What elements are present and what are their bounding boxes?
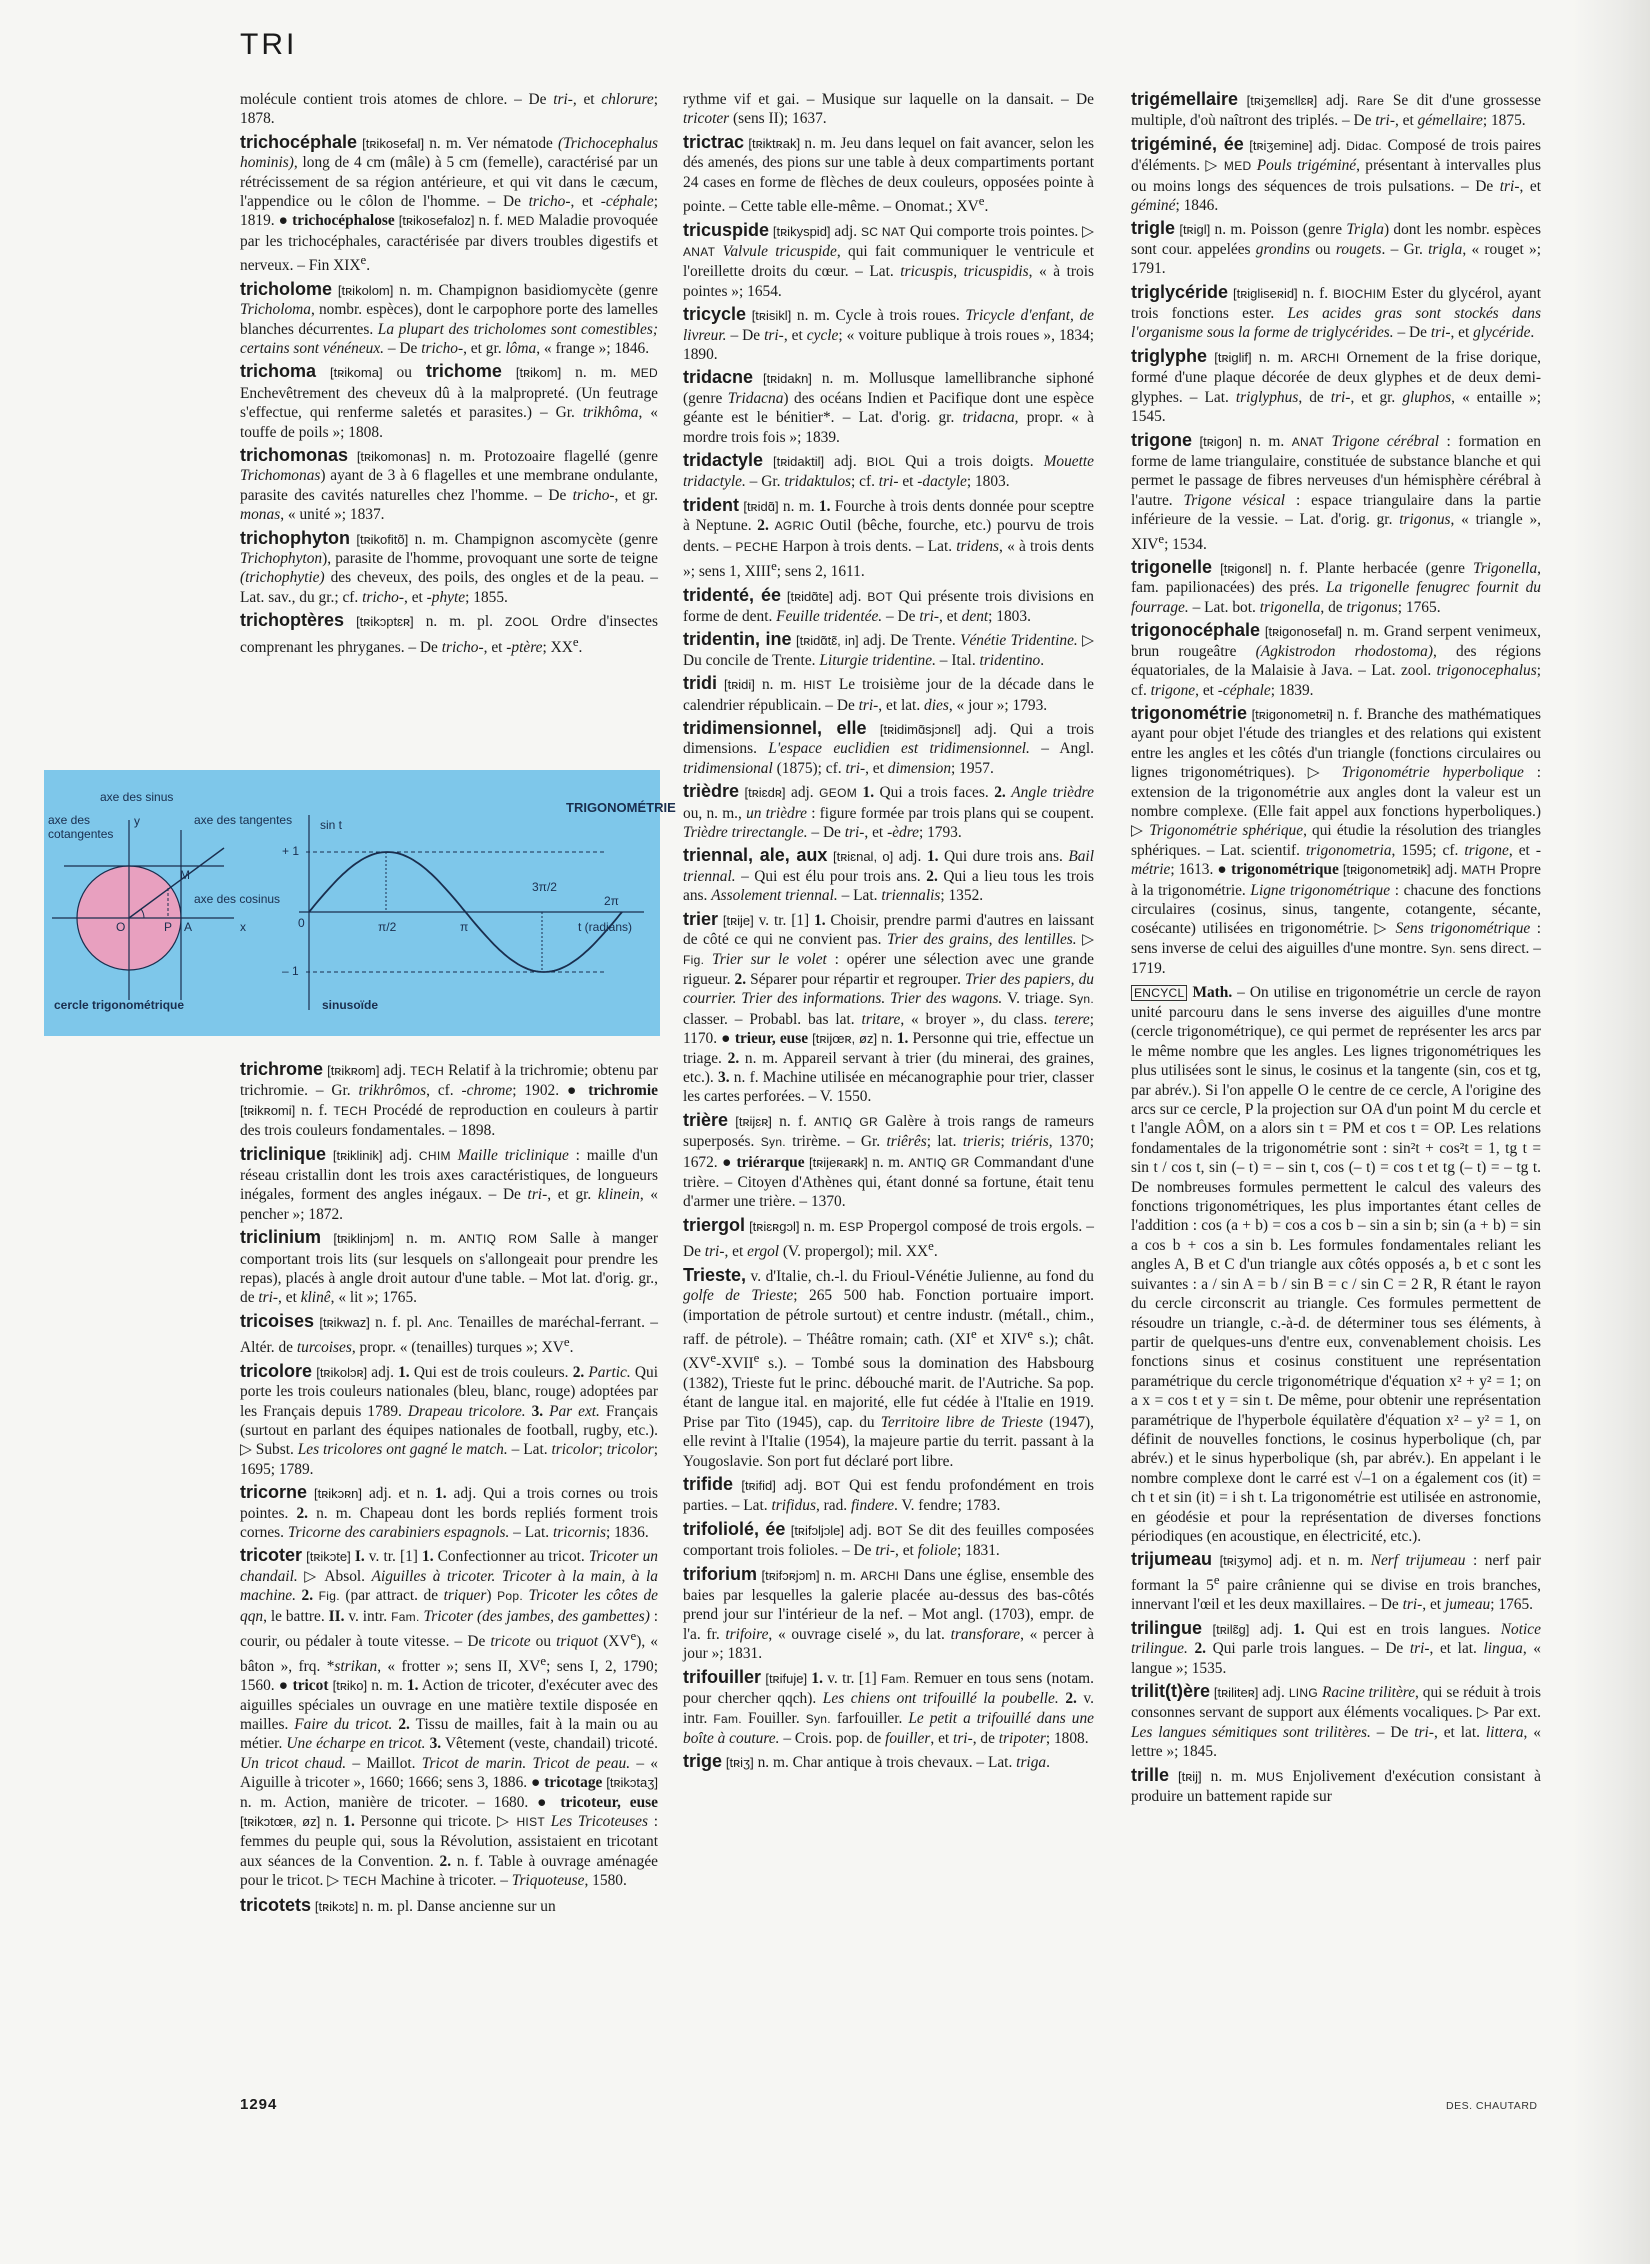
figure-title: TRIGONOMÉTRIE: [566, 800, 676, 815]
trigonometry-figure: [44, 770, 676, 1036]
label-two-pi: 2π: [604, 894, 619, 908]
label-origin: 0: [298, 916, 305, 930]
label-three-pi-half: 3π/2: [532, 880, 557, 894]
dictionary-entry: trigonométrie [tʀigonometʀi] n. f. Branche des mathématiques ayant pour objet l'étude des triangles et des relations qui existent entre les angles et les côtés d'un triangle (fonctions circulaires ou lignes trigonométriques). ▷ Trigonométrie hyperbolique : extension de la trigonométrie aux angles dont la valeur est un nombre complexe. (Elle fait appel aux fonctions hyperboliques.) ▷ Trigonométrie sphérique, qui étudie la résolution des triangles sphériques. – Lat. scientif. trigonometria, 1595; cf. trigone, et -métrie; 1613. ● trigonométrique [tʀigonometʀik] adj. MATH Propre à la trigonométrie. Ligne trigonométrique : chacune des fonctions circulaires (cosinus, sinus, tangente, cotangente, sécante, cosécante) utilisées en trigonométrie. ▷ Sens trigonométrique : sens inverse de celui des aiguilles d'une montre. Syn. sens direct. – 1719.: [1131, 702, 1542, 978]
dictionary-entry: trichocéphale [tʀikosefal] n. m. Ver nématode (Trichocephalus hominis), long de 4 cm (mâle) à 5 cm (femelle), caractérisé par un rétrécissement de sa région antérieure, et qui vit dans le cæcum, l'appendice ou le côlon de l'homme. – De tricho-, et -céphale; 1819. ● trichocéphalose [tʀikosefaloz] n. f. MED Maladie provoquée par les trichocéphales, caractérisée par divers troubles digestifs et nerveux. – Fin XIXe.: [240, 131, 658, 275]
dictionary-entry: tricoter [tʀikɔte] I. v. tr. [1] 1. Confectionner au tricot. Tricoter un chandail. ▷ Absol. Aiguilles à tricoter. Tricoter à la main, à la machine. 2. Fig. (par attract. de triquer) Pop. Tricoter les côtes de qqn, le battre. II. v. intr. Fam. Tricoter (des jambes, des gambettes) : courir, ou pédaler à toute vitesse. – De tricote ou triquot (XVe), « bâton », frq. *strikan, « frotter »; sens II, XVe; sens I, 2, 1790; 1560. ● tricot [tʀiko] n. m. 1. Action de tricoter, d'exécuter avec des aiguilles spéciales un ouvrage en une matière textile disposée en mailles. Faire du tricot. 2. Tissu de mailles, fait à la main ou au métier. Une écharpe en tricot. 3. Vêtement (veste, chandail) tricoté. Un tricot chaud. – Maillot. Tricot de marin. Tricot de peau. – « Aiguille à tricoter », 1660; 1666; sens 3, 1886. ● tricotage [tʀikɔtaʒ] n. m. Action, manière de tricoter. – 1680. ● tricoteur, euse [tʀikɔtœʀ, øz] n. 1. Personne qui tricote. ▷ HIST Les Tricoteuses : femmes du peuple qui, sous la Révolution, assistaient en tricotant aux séances de la Convention. 2. n. f. Table à ouvrage aménagée pour le tricot. ▷ TECH Machine à tricoter. – Triquoteuse, 1580.: [240, 1545, 659, 1890]
label-m: M: [180, 868, 190, 882]
dictionary-entry: triglycéride [tʀigliseʀid] n. f. BIOCHIM Ester du glycérol, ayant trois fonctions ester. Les acides gras sont stockés dans l'organisme sous la forme de triglycérides. – De tri-, et glycéride.: [1131, 281, 1541, 342]
column-3: [1131, 90, 1541, 1810]
dictionary-entry: trigone [tʀigon] n. m. ANAT Trigone cérébral : formation en forme de lame triangulaire, constituée de substance blanche et qui permet le passage de fibres nerveuses d'un hémisphère cérébral à l'autre. Trigone vésical : espace triangulaire dans la partie inférieure de la vessie. – Lat. d'orig. gr. trigonus, « triangle », XIVe; 1534.: [1131, 429, 1541, 553]
label-sin-t: sin t: [320, 818, 343, 832]
dictionary-entry: tridi [tʀidi] n. m. HIST Le troisième jour de la décade dans le calendrier républicain. – De tri-, et lat. dies, « jour »; 1793.: [683, 673, 1094, 714]
column-2: [683, 90, 1094, 1777]
dictionary-entry: triergol [tʀiɛʀgɔl] n. m. ESP Propergol composé de trois ergols. – De tri-, et ergol (V. propergol); mil. XXe.: [683, 1214, 1094, 1261]
dictionary-entry: trièdre [tʀiɛdʀ] adj. GEOM 1. Qui a trois faces. 2. Angle trièdre ou, n. m., un trièdre : figure formée par trois plans qui se coupent. Trièdre trirectangle. – De tri-, et -èdre; 1793.: [683, 781, 1094, 842]
dictionary-entry: trille [tʀij] n. m. MUS Enjolivement d'exécution consistant à produire un battement rapide sur: [1131, 1764, 1541, 1805]
label-cosine-axis: axe des cosinus: [194, 892, 281, 906]
dictionary-entry: trichoma [tʀikoma] ou trichome [tʀikom] n. m. MED Enchevêtrement des cheveux dû à la malpropreté. (Un feutrage s'effectue, qui renferme saletés et parasites.) – Gr. trikhôma, « touffe de poils »; 1808.: [240, 361, 659, 441]
dictionary-entry: tridacne [tʀidakn] n. m. Mollusque lamellibranche siphoné (genre Tridacna) des océans Indien et Pacifique dont une espèce géante est le bénitier*. – Lat. d'orig. gr. tridacna, propr. « à mordre trois fois »; 1839.: [683, 367, 1094, 446]
dictionary-entry: trichoptères [tʀikɔptɛʀ] n. m. pl. ZOOL Ordre d'insectes comprenant les phryganes. – De tricho-, et -ptère; XXe.: [240, 610, 658, 656]
dictionary-entry: trigle [tʀigl] n. m. Poisson (genre Trigla) dont les nombr. espèces sont cour. appelées grondins ou rougets. – Gr. trigla, « rouget »; 1791.: [1131, 218, 1541, 278]
label-pi-half: π/2: [378, 920, 397, 934]
dictionary-entry: triennal, ale, aux [tʀiɛnal, o] adj. 1. Qui dure trois ans. Bail triennal. – Qui est élu pour trois ans. 2. Qui a lieu tous les trois ans. Assolement triennal. – Lat. triennalis; 1352.: [683, 845, 1094, 905]
running-head: TRI: [240, 28, 298, 61]
dictionary-entry: trident [tʀidɑ̃] n. m. 1. Fourche à trois dents donnée pour sceptre à Neptune. 2. AGRIC Outil (bêche, fourche, etc.) pourvu de trois dents. – PECHE Harpon à trois dents. – Lat. tridens, « à trois dents »; sens 1, XIIIe; sens 2, 1611.: [683, 494, 1095, 581]
label-minus-one: – 1: [282, 964, 299, 978]
dictionary-entry: triforium [tʀifɔʀjɔm] n. m. ARCHI Dans une église, ensemble des baies par lesquelles la galerie placée au-dessus des bas-côtés prend jour sur l'intérieur de la nef. – Mot angl. (1703), empr. de l'a. fr. trifoire, « ouvrage ciselé », du lat. transforare, « percer à jour »; 1831.: [683, 1563, 1095, 1663]
label-y: y: [134, 814, 140, 828]
label-pi: π: [460, 920, 469, 934]
dictionary-entry: tricoises [tʀikwaz] n. f. pl. Anc. Tenailles de maréchal-ferrant. – Altér. de turcoises, propr. « (tenailles) turques »; XVe.: [240, 1310, 658, 1357]
dictionary-entry: triclinique [tʀiklinik] adj. CHIM Maille triclinique : maille d'un réseau cristallin dont les trois axes caractéristiques, de longueurs inégales, forment des angles inégaux. – De tri-, et gr. klinein, « pencher »; 1872.: [240, 1143, 658, 1223]
dictionary-entry: trifoliolé, ée [tʀifɔljɔle] adj. BOT Se dit des feuilles composées comportant trois folioles. – De tri-, et foliole; 1831.: [683, 1518, 1094, 1560]
dictionary-entry: trictrac [tʀiktʀak] n. m. Jeu dans lequel on fait avancer, selon les dés amenés, des pions sur une table à deux compartiments portant 24 cases en forme de flèches de deux couleurs, opposées pointe à pointe. – Cette table elle-même. – Onomat.; XVe.: [683, 131, 1094, 216]
dictionary-entry: trier [tʀije] v. tr. [1] 1. Choisir, prendre parmi d'autres en laissant de côté ce qui ne convient pas. Trier des grains, des lentilles. ▷ Fig. Trier sur le volet : opérer une sélection avec une grande rigueur. 2. Séparer pour répartir et regrouper. Trier des papiers, du courrier. Trier des informations. Trier des wagons. V. triage. Syn. classer. – Probabl. bas lat. tritare, « broyer », du class. terere; 1170. ● trieur, euse [tʀijœʀ, øz] n. 1. Personne qui trie, effectue un triage. 2. n. m. Appareil servant à trier (du minerai, des graines, etc.). 3. n. f. Machine utilisée en mécanographie pour trier, classer les cartes perforées. – V. 1550.: [683, 908, 1095, 1106]
dictionary-entry: trichomonas [tʀikomonas] n. m. Protozoaire flagellé (genre Trichomonas) ayant de 3 à 6 flagelles et une membrane ondulante, parasite des cavités naturelles chez l'homme. – De tricho-, et gr. monas, « unité »; 1837.: [240, 445, 658, 524]
label-sinus-axis: axe des sinus: [100, 790, 174, 804]
dictionary-entry: Trieste, v. d'Italie, ch.-l. du Frioul-Vénétie Julienne, au fond du golfe de Trieste; 265 500 hab. Fonction portuaire import. (importation de pétrole surtout) et centre industr. (métall., chim., raff. de pétrole). – Théâtre romain; cath. (XIe et XIVe s.); chât. (XVe-XVIIe s.). – Tombé sous la domination des Habsbourg (1382), Trieste fut le princ. débouché marit. de l'Autriche. Sa pop. étant de langue ital. en majorité, elle fut cédée à l'Italie en 1919. Prise par Tito (1945), cap. du Territoire libre de Trieste (1947), elle revint à l'Italie (1954), la majeure partie du territ. passant à la Yougoslavie. Son port fut déclaré port libre.: [683, 1264, 1094, 1470]
dictionary-entry: trigonelle [tʀigonɛl] n. f. Plante herbacée (genre Trigonella, fam. papilionacées) des prés. La trigonelle fenugrec fournit du fourrage. – Lat. bot. trigonella, de trigonus; 1765.: [1131, 557, 1541, 616]
dictionary-entry: trière [tʀijɛʀ] n. f. ANTIQ GR Galère à trois rangs de rameurs superposés. Syn. trirème. – Gr. triêrês; lat. trieris; triéris, 1370; 1672. ● triérarque [tʀijeʀaʀk] n. m. ANTIQ GR Commandant d'une trière. – Citoyen d'Athènes qui, étant donné sa fortune, était tenu d'armer une trière. – 1370.: [683, 1109, 1095, 1211]
dictionary-entry: triglyphe [tʀiglif] n. m. ARCHI Ornement de la frise dorique, formé d'une plaque décorée de deux glyphes et de deux demi-glyphes. – Lat. triglyphus, de tri-, et gr. gluphos, « entaille »; 1545.: [1131, 345, 1542, 426]
dictionary-entry: tricuspide [tʀikyspid] adj. SC NAT Qui comporte trois pointes. ▷ ANAT Valvule tricuspide, qui fait communiquer le ventricule et l'oreillette droits du cœur. – Lat. tricuspis, tricuspidis, « à trois pointes »; 1654.: [683, 219, 1095, 300]
dictionary-entry: trichophyton [tʀikofitõ] n. m. Champignon ascomycète (genre Trichophyton), parasite de l'homme, provoquant une sorte de teigne (trichophytie) des cheveux, des poils, des ongles et de la peau. – Lat. sav., du gr.; cf. tricho-, et -phyte; 1855.: [240, 527, 658, 606]
page-number: 1294: [240, 2096, 278, 2113]
dictionary-entry: trifide [tʀifid] adj. BOT Qui est fendu profondément en trois parties. – Lat. trifidus, rad. findere. V. fendre; 1783.: [683, 1474, 1094, 1515]
column-1-bottom: [240, 1060, 658, 1920]
dictionary-entry: tricorne [tʀikɔʀn] adj. et n. 1. adj. Qui a trois cornes ou trois pointes. 2. n. m. Chapeau dont les bords repliés forment trois cornes. Tricorne des carabiniers espagnols. – Lat. tricornis; 1836.: [240, 1482, 659, 1542]
dictionary-entry: trifouiller [tʀifuje] 1. v. tr. [1] Fam. Remuer en tous sens (notam. pour chercher qqch). Les chiens ont trifouillé la poubelle. 2. v. intr. Fam. Fouiller. Syn. farfouiller. Le petit a trifouillé dans une boîte à couture. – Crois. pop. de fouiller, et tri-, de tripoter; 1808.: [683, 1666, 1094, 1747]
dictionary-entry: trige [tʀiʒ] n. m. Char antique à trois chevaux. – Lat. triga.: [683, 1751, 1050, 1772]
dictionary-entry: molécule contient trois atomes de chlore. – De tri-, et chlorure; 1878.: [240, 91, 658, 128]
illustration-credit: DES. CHAUTARD: [1446, 2100, 1538, 2112]
dictionary-entry: trijumeau [tʀiʒymo] adj. et n. m. Nerf trijumeau : nerf pair formant la 5e paire crânienne qui se divise en trois branches, innervant l'œil et les deux maxillaires. – De tri-, et jumeau; 1765.: [1131, 1549, 1541, 1614]
dictionary-entry: tridimensionnel, elle [tʀidimɑ̃sjɔnɛl] adj. Qui a trois dimensions. L'espace euclidien est tridimensionnel. – Angl. tridimensional (1875); cf. tri-, et dimension; 1957.: [683, 718, 1095, 777]
dictionary-entry: tricholome [tʀikolom] n. m. Champignon basidiomycète (genre Tricholoma, nombr. espèces), dont le carpophore porte des lamelles blanches décurrentes. La plupart des tricholomes sont comestibles; certains sont vénéneux. – De tricho-, et gr. lôma, « frange »; 1846.: [240, 278, 658, 357]
dictionary-entry: rythme vif et gai. – Musique sur laquelle on la dansait. – De tricoter (sens II); 1637.: [683, 91, 1094, 128]
dictionary-entry: trigémellaire [tʀiʒemɛllɛʀ] adj. Rare Se dit d'une grossesse multiple, d'où naîtront des triplés. – De tri-, et gémellaire; 1875.: [1131, 89, 1541, 130]
dictionary-entry: trigéminé, ée [tʀiʒemine] adj. Didac. Composé de trois paires d'éléments. ▷ MED Pouls trigéminé, présentant à intervalles plus ou moins longs des séquences de trois pulsations. – De tri-, et géminé; 1846.: [1131, 133, 1541, 215]
dictionary-entry: trigonocéphale [tʀigonosefal] n. m. Grand serpent venimeux, brun rougeâtre (Agkistrodon rhodostoma), des régions équatoriales, de la Malaisie à Java. – Lat. zool. trigonocephalus; cf. trigone, et -céphale; 1839.: [1131, 620, 1542, 699]
page-edge: [1572, 0, 1650, 2264]
dictionary-entry: tricolore [tʀikolɔʀ] adj. 1. Qui est de trois couleurs. 2. Partic. Qui porte les trois couleurs nationales (bleu, blanc, rouge) adoptées par les Français depuis 1789. Drapeau tricolore. 3. Par ext. Français (surtout en parlant des équipes nationales de football, rugby, etc.). ▷ Subst. Les tricolores ont gagné le match. – Lat. tricolor; tricolor; 1695; 1789.: [240, 1360, 658, 1478]
dictionary-entry: ENCYCL Math. – On utilise en trigonométrie un cercle de rayon unité parcouru dans le sens inverse des aiguilles d'une montre (cercle trigonométrique), ce qui permet de représenter les arcs par le même nombre que les angles. Les lignes trigonométriques les plus utilisées sont le sinus, le cosinus et la tangente (sin, cos et tg, par abrév.). Si l'on appelle O le centre de ce cercle, A l'origine des arcs sur ce cercle, P la projection sur OA d'un point M du cercle et t l'angle AÔM, on a alors sin t = PM et cos t = OP. Les relations fondamentales de la trigonométrie sont : sin²t + cos²t = 1, tg t = sin t / cos t, sin (– t) = – sin t, cos (– t) = cos t et tg (– t) = – tg t. De nombreuses formules permettent le calcul des valeurs des fonctions trigonométriques, les plus importantes étant celles de l'addition : cos (a + b) = cos a cos b – sin a sin b; sin (a + b) = sin a cos b + cos a sin b. Les formules fondamentales reliant les angles A, B et C d'un triangle aux côtés opposés a, b et c sont les suivantes : a / sin A = b / sin B = c / sin C = 2 R, R étant le rayon du cercle circonscrit au triangle. Ces formules permettent de résoudre un triangle, c.-à-d. de déterminer tous ses éléments, à partir de quelques-uns d'entre eux, convenablement choisis. Les fonctions sinus et cosinus constituent une représentation paramétrique du cercle trigonométrique d'équation x² + y² = 1; on a x = cos t et y = sin t. De même, pour obtenir une représentation paramétrique de l'hyperbole équilatère d'équation x² – y² = 1, on définit de nouvelles fonctions, le cosinus hyperbolique (ch, par abrév.) et le sinus hyperbolique (sh, par abrév.). En appelant i le nombre complexe dont le carré est √–1 on a également cos (it) = ch t et sin (it) = i sh t. La trigonométrie est utilisée en astronomie, en géodésie et pour la représentation de diverses fonctions périodiques (en acoustique, en électricité, etc.).: [1131, 983, 1541, 1545]
label-x: x: [240, 920, 246, 934]
dictionary-entry: trichrome [tʀikʀom] adj. TECH Relatif à la trichromie; obtenu par trichromie. – Gr. trikhrômos, cf. -chrome; 1902. ● trichromie [tʀikʀomi] n. f. TECH Procédé de reproduction en couleurs à partir des trois couleurs fondamentales. – 1898.: [240, 1059, 658, 1140]
label-tangent-axis: axe des tangentes: [194, 813, 293, 827]
dictionary-entry: trilit(t)ère [tʀiliteʀ] adj. LING Racine trilitère, qui se réduit à trois consonnes servant de support aux éléments vocaliques. ▷ Par ext. Les langues sémitiques sont trilitères. – De tri-, et lat. littera, « lettre »; 1845.: [1131, 1680, 1541, 1761]
dictionary-entry: trilingue [tʀilɛ̃g] adj. 1. Qui est en trois langues. Notice trilingue. 2. Qui parle trois langues. – De tri-, et lat. lingua, « langue »; 1535.: [1131, 1617, 1541, 1677]
label-circle-caption: cercle trigonométrique: [54, 998, 185, 1012]
label-p: P: [164, 920, 173, 934]
label-o: O: [116, 920, 126, 934]
dictionary-entry: triclinium [tʀiklinjɔm] n. m. ANTIQ ROM Salle à manger comportant trois lits (sur lesquels on s'allongeait pour prendre les repas), placés à angle droit autour d'une table. – Mot lat. d'orig. gr., de tri-, et klinê, « lit »; 1765.: [240, 1227, 658, 1307]
label-sinusoid-caption: sinusoïde: [322, 998, 379, 1012]
label-t-radians: t (radians): [578, 920, 633, 934]
column-1-top: [240, 90, 658, 661]
label-plus-one: + 1: [282, 844, 300, 858]
label-a: A: [184, 920, 193, 934]
dictionary-entry: tridentin, ine [tʀidɑ̃tɛ̃, in] adj. De Trente. Vénétie Tridentine. ▷ Du concile de Trente. Liturgie tridentine. – Ital. tridentino.: [683, 629, 1094, 669]
dictionary-entry: tricycle [tʀisikl] n. m. Cycle à trois roues. Tricycle d'enfant, de livreur. – De tri-, et cycle; « voiture publique à trois roues », 1834; 1890.: [683, 304, 1094, 363]
dictionary-entry: tridactyle [tʀidaktil] adj. BIOL Qui a trois doigts. Mouette tridactyle. – Gr. tridaktulos; cf. tri- et -dactyle; 1803.: [683, 450, 1094, 491]
dictionary-entry: tricotets [tʀikɔtɛ] n. m. pl. Danse ancienne sur un: [240, 1894, 556, 1915]
dictionary-entry: tridenté, ée [tʀidɑ̃te] adj. BOT Qui présente trois divisions en forme de dent. Feuille tridentée. – De tri-, et dent; 1803.: [683, 584, 1094, 625]
label-cotangent-axis: axe des cotangentes: [48, 813, 114, 841]
